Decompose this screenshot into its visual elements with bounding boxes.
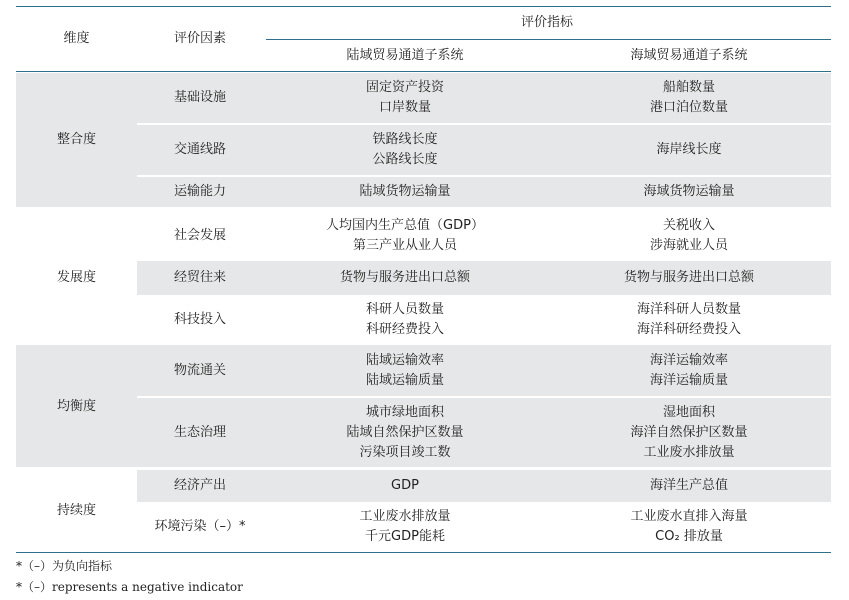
header-factor: 评价因素 [173,31,226,46]
indicator-text: 千元GDP能耗 [365,529,445,544]
indicator-text: 陆域自然保护区数量 [346,424,464,440]
header-sea-subsystem: 海域贸易通道子系统 [630,48,748,63]
factor-cell: 物流通关 [173,362,226,378]
dimension-integration: 整合度 [56,132,96,147]
bottom-rule [16,552,831,553]
footnote-english: *（–）represents a negative indicator [16,580,243,594]
header-land-subsystem: 陆域贸易通道子系统 [346,48,464,63]
land-indicator-cell [263,502,547,552]
indicator-text: 海洋运输效率 [649,352,728,368]
indicator-text: 污染项目竣工数 [359,444,451,460]
sea-indicator-cell [547,295,831,345]
header-dimension: 维度 [63,31,90,46]
sea-indicator-cell [547,73,831,123]
indicator-rule [266,39,831,40]
factor-cell: 经贸往来 [173,270,226,285]
indicator-text: 涉海就业人员 [649,237,728,253]
indicator-text: GDP [391,478,419,493]
factor-cell: 交通线路 [173,142,226,157]
factor-cell: 社会发展 [173,227,226,243]
sea-indicator-cell [547,398,831,467]
sea-indicator-cell [547,470,831,502]
factor-cell: 基础设施 [173,90,226,105]
indicator-text: 第三产业从业人员 [352,237,457,253]
indicator-text: 关税收入 [662,217,715,233]
indicator-text: 海洋运输质量 [649,372,728,388]
land-indicator-cell [263,73,547,123]
sea-indicator-cell [547,502,831,552]
land-indicator-cell [263,470,547,502]
land-indicator-cell [263,177,547,207]
factor-cell: 经济产出 [173,478,226,493]
sea-indicator-cell [547,125,831,175]
indicator-text: 海域货物运输量 [643,184,735,199]
land-indicator-cell [263,210,547,261]
indicator-text: 铁路线长度 [372,132,438,147]
indicator-text: CO₂ 排放量 [655,529,723,544]
indicator-text: 海洋科研人员数量 [636,302,741,317]
land-indicator-cell [263,295,547,345]
indicator-text: 城市绿地面积 [365,404,444,420]
land-indicator-cell [263,125,547,175]
land-indicator-cell [263,345,547,396]
indicator-text: 科研经费投入 [365,322,444,337]
sea-indicator-cell [547,177,831,207]
land-indicator-cell [263,398,547,467]
sea-indicator-cell [547,261,831,295]
indicator-text: 陆域运输效率 [365,352,444,368]
dimension-sustainability: 持续度 [56,503,96,518]
indicator-text: 科研人员数量 [365,302,444,317]
indicator-text: 湿地面积 [662,404,715,420]
indicator-text: 海洋生产总值 [649,478,728,493]
dimension-development: 发展度 [56,269,96,285]
indicator-text: 口岸数量 [378,100,431,115]
header-bottom-rule [16,71,831,72]
footnote-chinese: *（–）为负向指标 [16,559,113,573]
factor-cell: 环境污染（–）* [154,519,246,534]
indicator-text: 海洋科研经费投入 [636,322,741,337]
factor-cell: 生态治理 [173,424,226,440]
indicator-text: 公路线长度 [372,152,438,167]
indicator-text: 固定资产投资 [365,80,444,95]
header-indicator: 评价指标 [520,15,573,30]
indicator-text: 陆域运输质量 [365,372,444,388]
indicator-text: 工业废水排放量 [359,509,451,524]
indicator-text: 船舶数量 [662,80,715,95]
indicator-text: 货物与服务进出口总额 [339,270,470,285]
land-indicator-cell [263,261,547,295]
indicator-text: 海岸线长度 [656,142,722,157]
factor-cell: 科技投入 [173,312,226,327]
factor-cell: 运输能力 [173,184,226,199]
indicator-text: 货物与服务进出口总额 [623,270,754,285]
indicator-text: 人均国内生产总值（GDP） [326,217,484,233]
indicator-text: 工业废水直排入海量 [630,509,748,524]
indicator-text: 陆域货物运输量 [359,184,451,199]
sea-indicator-cell [547,345,831,396]
indicator-text: 海洋自然保护区数量 [630,424,748,440]
sea-indicator-cell [547,210,831,261]
indicator-text: 工业废水排放量 [643,444,735,460]
indicator-text: 港口泊位数量 [649,100,728,115]
dimension-balance: 均衡度 [56,399,96,414]
